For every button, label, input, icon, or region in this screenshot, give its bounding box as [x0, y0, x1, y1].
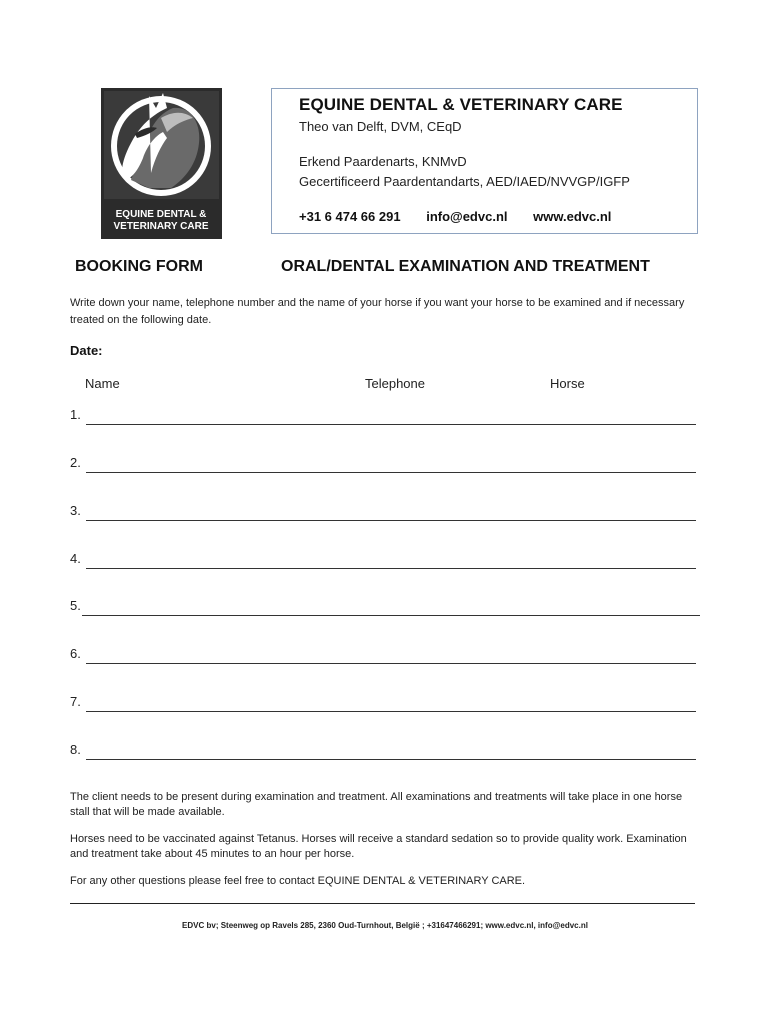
website-link[interactable]: www.edvc.nl [533, 209, 612, 224]
entry-line[interactable] [86, 663, 696, 664]
row-number: 5. [70, 598, 81, 613]
footer-address: EDVC bv; Steenweg op Ravels 285, 2360 Oud-Turnhout, België ; +31647466291; www.edvc.nl, info@edvc.nl [182, 921, 588, 930]
row-number: 7. [70, 694, 81, 709]
entry-line[interactable] [86, 711, 696, 712]
booking-row[interactable] [70, 407, 700, 425]
logo-line1: EQUINE DENTAL & [115, 209, 207, 220]
company-title: EQUINE DENTAL & VETERINARY CARE [299, 95, 623, 114]
company-logo [101, 88, 222, 239]
vaccination-note: Horses need to be vaccinated against Tetanus. Horses will receive a standard sedation so to provide quality work. Examination and treatment take about 45 minutes to an hour per horse. [70, 833, 687, 860]
entry-line[interactable] [86, 424, 696, 425]
logo-line2: VETERINARY CARE [113, 221, 209, 232]
entry-line[interactable] [82, 615, 700, 616]
column-horse: Horse [550, 376, 585, 391]
booking-row[interactable] [70, 646, 700, 664]
vet-name: Theo van Delft, DVM, CEqD [299, 119, 462, 134]
row-number: 8. [70, 742, 81, 757]
contact-details [299, 209, 633, 224]
booking-row[interactable] [70, 503, 700, 521]
column-name: Name [85, 376, 120, 391]
row-number: 2. [70, 455, 81, 470]
column-telephone: Telephone [365, 376, 425, 391]
booking-row[interactable] [70, 455, 700, 473]
entry-line[interactable] [86, 520, 696, 521]
date-label: Date: [70, 343, 103, 358]
booking-form-heading: BOOKING FORM [75, 258, 203, 275]
booking-row[interactable] [70, 742, 700, 760]
entry-line[interactable] [86, 472, 696, 473]
entry-line[interactable] [86, 568, 696, 569]
contact-box [271, 88, 698, 234]
presence-note: The client needs to be present during examination and treatment. All examinations and treatments will take place in one horse stall that will be made available. [70, 791, 683, 818]
certification-1: Erkend Paardenarts, KNMvD [299, 154, 467, 169]
questions-note: For any other questions please feel free to contact EQUINE DENTAL & VETERINARY CARE. [70, 875, 526, 887]
entry-line[interactable] [86, 759, 696, 760]
row-number: 4. [70, 551, 81, 566]
phone-number: +31 6 474 66 291 [299, 209, 401, 224]
footer-divider [70, 903, 695, 904]
email-link[interactable]: info@edvc.nl [426, 209, 508, 224]
booking-row[interactable] [70, 694, 700, 712]
intro-text: Write down your name, telephone number and the name of your horse if you want your horse to be examined and if necessary treated on the following date. [70, 297, 685, 326]
exam-heading: ORAL/DENTAL EXAMINATION AND TREATMENT [281, 258, 650, 275]
booking-row[interactable] [70, 551, 700, 569]
booking-row[interactable] [70, 598, 700, 616]
row-number: 3. [70, 503, 81, 518]
row-number: 6. [70, 646, 81, 661]
certification-2: Gecertificeerd Paardentandarts, AED/IAED/NVVGP/IGFP [299, 174, 630, 189]
row-number: 1. [70, 407, 81, 422]
